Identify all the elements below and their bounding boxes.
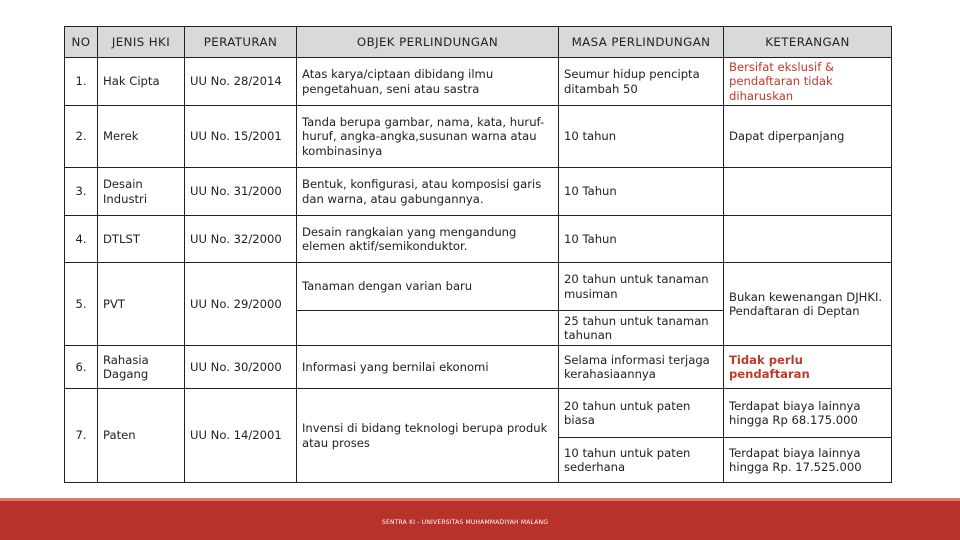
- row-objek: Bentuk, konfigurasi, atau komposisi garis dan warna, atau gabungannya.: [297, 168, 559, 216]
- table-row: [65, 106, 892, 168]
- table-row: [65, 389, 892, 438]
- row-masa-b: 25 tahun untuk tanaman tahunan: [559, 311, 724, 346]
- table-row: [65, 263, 892, 311]
- row-jenis: Desain Industri: [98, 168, 185, 216]
- row-jenis: Merek: [98, 106, 185, 168]
- row-no: 2.: [65, 106, 98, 168]
- row-jenis: Rahasia Dagang: [98, 346, 185, 389]
- row-objek: Invensi di bidang teknologi berupa produk atau proses: [297, 389, 559, 483]
- row-peraturan: UU No. 30/2000: [185, 346, 297, 389]
- row-objek: Tanda berupa gambar, nama, kata, huruf-huruf, angka-angka,susunan warna atau kombinasinya: [297, 106, 559, 168]
- row-no: 4.: [65, 216, 98, 263]
- header-masa-perlindungan: MASA PERLINDUNGAN: [559, 27, 724, 58]
- row-peraturan: UU No. 28/2014: [185, 58, 297, 106]
- row-keterangan: [724, 216, 892, 263]
- row-peraturan: UU No. 14/2001: [185, 389, 297, 483]
- header-peraturan: PERATURAN: [185, 27, 297, 58]
- table-header-row: [65, 27, 892, 58]
- row-objek: Atas karya/ciptaan dibidang ilmu pengetahuan, seni atau sastra: [297, 58, 559, 106]
- table-row: [65, 346, 892, 389]
- row-peraturan: UU No. 15/2001: [185, 106, 297, 168]
- row-objek: Desain rangkaian yang mengandung elemen aktif/semikonduktor.: [297, 216, 559, 263]
- row-objek: Informasi yang bernilai ekonomi: [297, 346, 559, 389]
- row-masa-a: 20 tahun untuk tanaman musiman: [559, 263, 724, 311]
- row-keterangan: Bersifat ekslusif & pendaftaran tidak diharuskan: [724, 58, 892, 106]
- header-no: NO: [65, 27, 98, 58]
- row-no: 7.: [65, 389, 98, 483]
- header-keterangan: KETERANGAN: [724, 27, 892, 58]
- row-keterangan: Tidak perlu pendaftaran: [724, 346, 892, 389]
- table-row: [65, 168, 892, 216]
- row-objek-empty: [297, 311, 559, 346]
- row-no: 5.: [65, 263, 98, 346]
- row-no: 3.: [65, 168, 98, 216]
- row-masa: 10 tahun: [559, 106, 724, 168]
- row-jenis: PVT: [98, 263, 185, 346]
- row-peraturan: UU No. 31/2000: [185, 168, 297, 216]
- row-keterangan-b: Terdapat biaya lainnya hingga Rp. 17.525.000: [724, 438, 892, 483]
- row-keterangan: [724, 168, 892, 216]
- row-objek: Tanaman dengan varian baru: [297, 263, 559, 311]
- header-objek-perlindungan: OBJEK PERLINDUNGAN: [297, 27, 559, 58]
- row-peraturan: UU No. 32/2000: [185, 216, 297, 263]
- row-masa-a: 20 tahun untuk paten biasa: [559, 389, 724, 438]
- row-peraturan: UU No. 29/2000: [185, 263, 297, 346]
- row-masa: Seumur hidup pencipta ditambah 50: [559, 58, 724, 106]
- row-masa: 10 Tahun: [559, 168, 724, 216]
- row-jenis: DTLST: [98, 216, 185, 263]
- row-jenis: Paten: [98, 389, 185, 483]
- row-no: 6.: [65, 346, 98, 389]
- row-masa: 10 Tahun: [559, 216, 724, 263]
- row-keterangan-a: Terdapat biaya lainnya hingga Rp 68.175.000: [724, 389, 892, 438]
- table-row: [65, 216, 892, 263]
- footer-text: SENTRA KI - UNIVERSITAS MUHAMMADIYAH MALANG: [382, 519, 549, 526]
- row-jenis: Hak Cipta: [98, 58, 185, 106]
- row-masa: Selama informasi terjaga kerahasiaannya: [559, 346, 724, 389]
- row-no: 1.: [65, 58, 98, 106]
- hki-table: [64, 26, 892, 483]
- table-row: [65, 58, 892, 106]
- row-keterangan: Dapat diperpanjang: [724, 106, 892, 168]
- footer-divider: [0, 498, 960, 501]
- row-keterangan: Bukan kewenangan DJHKI. Pendaftaran di Deptan: [724, 263, 892, 346]
- header-jenis-hki: JENIS HKI: [98, 27, 185, 58]
- row-masa-b: 10 tahun untuk paten sederhana: [559, 438, 724, 483]
